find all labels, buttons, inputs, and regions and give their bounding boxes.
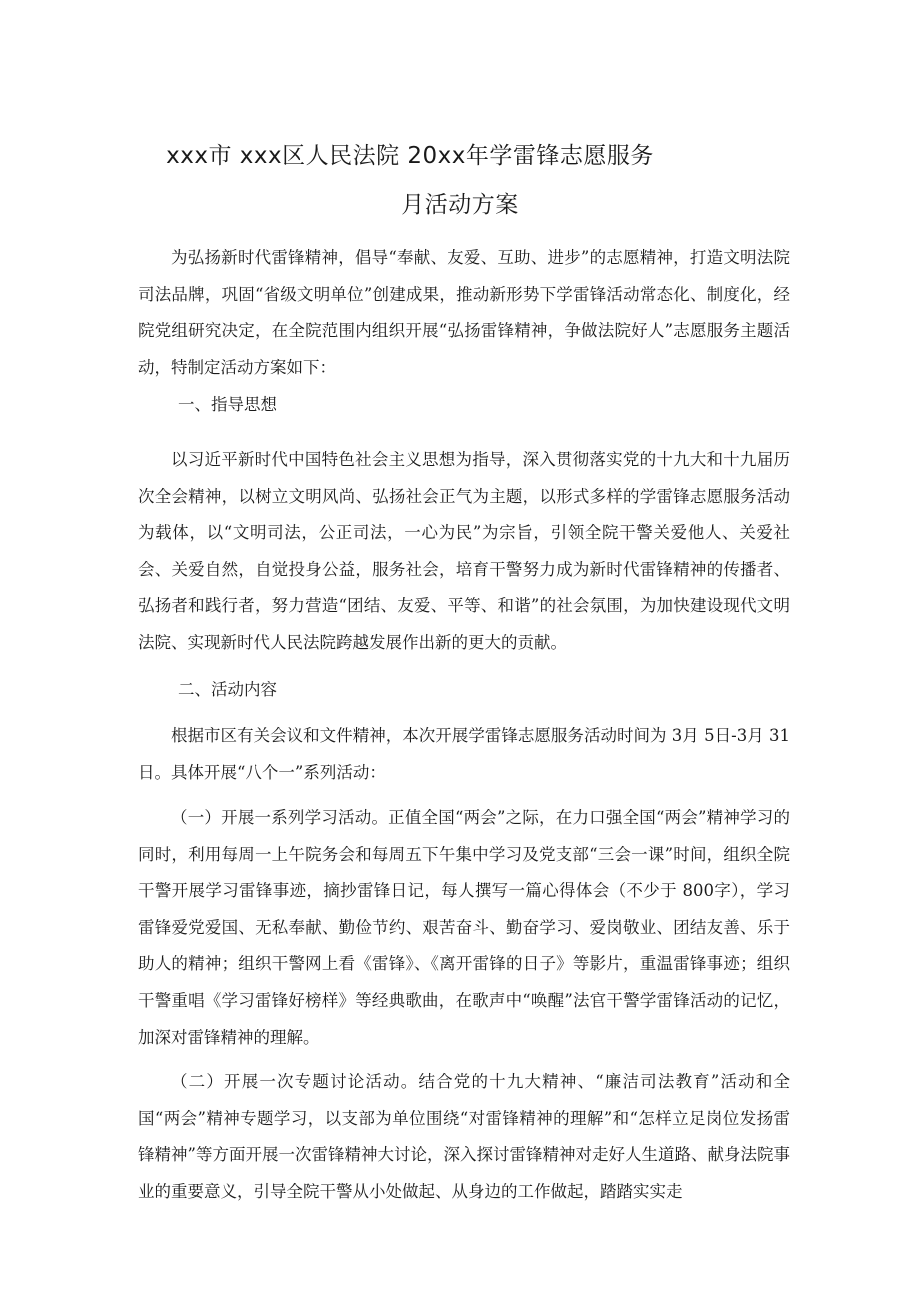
intro-paragraph: 为弘扬新时代雷锋精神，倡导“奉献、友爱、互助、进步”的志愿精神，打造文明法院司法品牌，巩固“省级文明单位”创建成果，推动新形势下学雷锋活动常态化、制度化，经院党组研究决定，在全院范围内组织开展“弘扬雷锋精神，争做法院好人”志愿服务主题活动，特制定活动方案如下： [138,248,790,377]
document-title-line-1: xxx市 xxx区人民法院 20xx年学雷锋志愿服务 [166,143,654,169]
document-title-line-2: 月活动方案 [401,192,519,218]
activity-item-1-paragraph: （一）开展一系列学习活动。正值全国“两会”之际，在力口强全国“两会”精神学习的同时，利用每周一上午院务会和每周五下午集中学习及党支部“三会一课”时间，组织全院干警开展学习雷锋事迹，摘抄雷锋日记，每人撰写一篇心得体会（不少于 800字），学习雷锋爱党爱国、无私奉献、勤俭节约、艰苦奋斗、勤奋学习、爱岗敬业、团结友善、乐于助人的精神；组织干警网上看《雷锋》、《离开雷锋的日子》等影片，重温雷锋事迹；组织干警重唱《学习雷锋好榜样》等经典歌曲，在歌声中“唤醒”法官干警学雷锋活动的记忆，加深对雷锋精神的理解。 [138,808,790,1047]
section-heading-guiding-ideology: 一、指导思想 [178,395,277,414]
guiding-ideology-paragraph: 以习近平新时代中国特色社会主义思想为指导，深入贯彻落实党的十九大和十九届历次全会精神，以树立文明风尚、弘扬社会正气为主题，以形式多样的学雷锋志愿服务活动为载体，以“文明司法，公正司法，一心为民”为宗旨，引领全院干警关爱他人、关爱社会、关爱自然，自觉投身公益，服务社会，培育干警努力成为新时代雷锋精神的传播者、弘扬者和践行者，努力营造“团结、友爱、平等、和谐”的社会氛围，为加快建设现代文明法院、实现新时代人民法院跨越发展作出新的更大的贡献。 [138,450,790,652]
section-heading-activity-content: 二、活动内容 [178,680,277,699]
activity-content-intro-paragraph: 根据市区有关会议和文件精神，本次开展学雷锋志愿服务活动时间为 3月 5日-3月 31日。具体开展“八个一”系列活动： [138,726,790,782]
activity-item-2-paragraph: （二）开展一次专题讨论活动。结合党的十九大精神、“廉洁司法教育”活动和全国“两会”精神专题学习，以支部为单位围绕“对雷锋精神的理解”和“怎样立足岗位发扬雷锋精神”等方面开展一次雷锋精神大讨论，深入探讨雷锋精神对走好人生道路、献身法院事业的重要意义，引导全院干警从小处做起、从身边的工作做起，踏踏实实走 [138,1072,790,1201]
